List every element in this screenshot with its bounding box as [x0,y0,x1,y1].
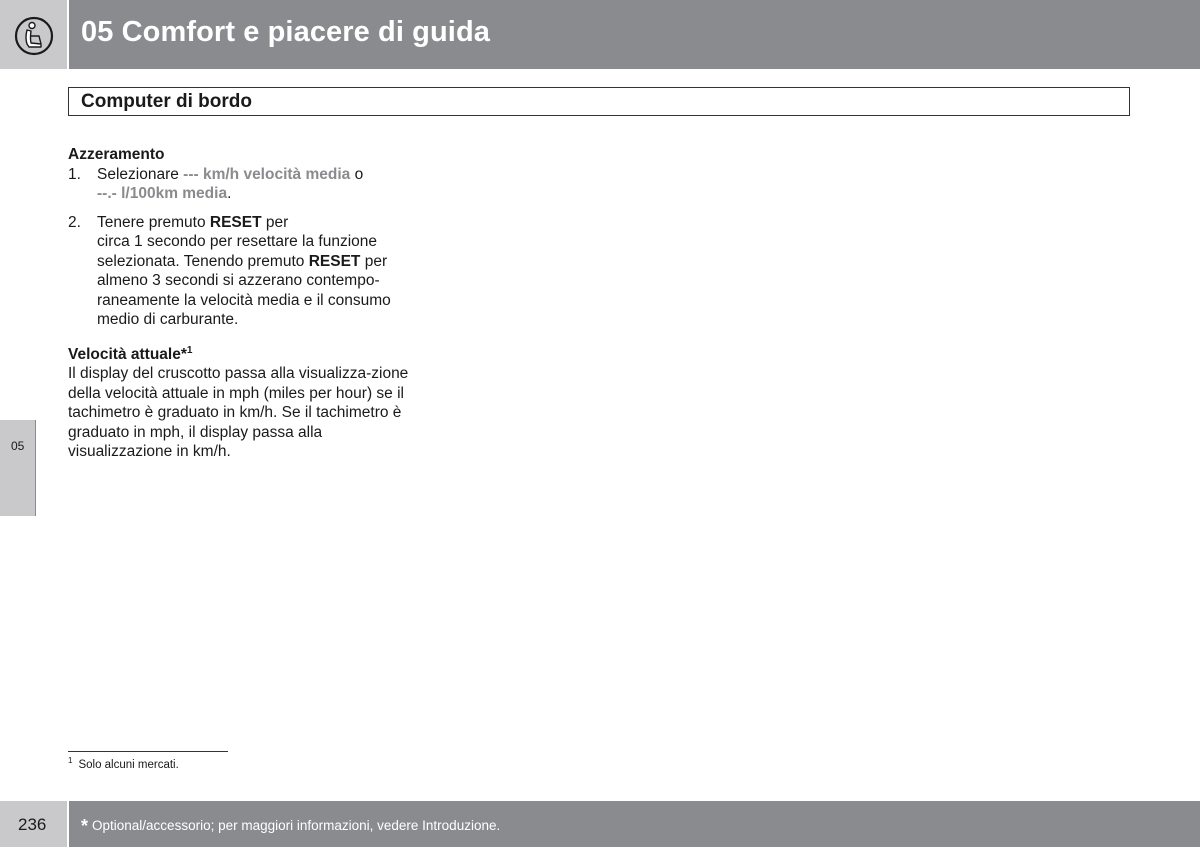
option-average-consumption: --.- l/100km media [97,185,228,202]
velocita-paragraph: Il display del cruscotto passa alla visualizza-zione della velocità attuale in mph (miles per hour) se il tachimetro è graduato in km/h. Se il tachimetro è graduato in mph, il display passa alla visualizzazione in km/h. [68,365,409,460]
step2-pre: Tenere premuto [97,213,210,231]
side-tab-label: 05 [11,439,25,453]
chapter-side-tab [0,420,36,516]
list-item-text [97,213,413,330]
header-bar [69,0,1200,69]
footer-bar [69,801,1200,847]
seat-icon [14,16,54,56]
footnote [68,756,179,771]
step2-text2: circa 1 secondo per resettare la funzione selezionata. Tenendo premuto [97,233,378,270]
step2-text1: per [261,213,289,231]
section-title-box [68,87,1130,116]
step2-text3: per almeno 3 secondi si azzerano contempo-raneamente la velocità media e il consumo medio di carburante. [97,252,391,328]
list-number: 1. [68,165,81,183]
step1-post: . [227,185,232,202]
section-title: Computer di bordo [81,91,252,112]
velocita-heading [68,345,413,365]
reset-key-label: RESET [308,252,361,270]
chapter-title: 05 Comfort e piacere di guida [81,16,490,48]
step1-pre: Selezionare [97,165,184,183]
velocita-heading-text: Velocità attuale* [68,345,187,363]
asterisk-icon: * [81,816,89,836]
reset-key-label: RESET [209,213,262,231]
footer-note [81,816,500,837]
azzeramento-heading: Azzeramento [68,146,165,163]
header-icon-tile [0,0,67,69]
list-item-text [97,165,413,204]
footnote-text: Solo alcuni mercati. [78,759,179,771]
step1-mid: o [350,165,364,183]
page-number: 236 [18,815,47,834]
footer-note-text: Optional/accessorio; per maggiori informazioni, vedere Introduzione. [92,818,501,833]
footnote-ref: 1 [186,344,193,356]
list-item [68,165,413,204]
option-average-speed: --- km/h velocità media [183,165,351,183]
body-column [68,145,413,462]
footer-page-tile [0,801,67,847]
footnote-divider [68,751,228,752]
list-number: 2. [68,213,81,231]
footnote-number: 1 [68,756,73,766]
list-item [68,213,413,330]
